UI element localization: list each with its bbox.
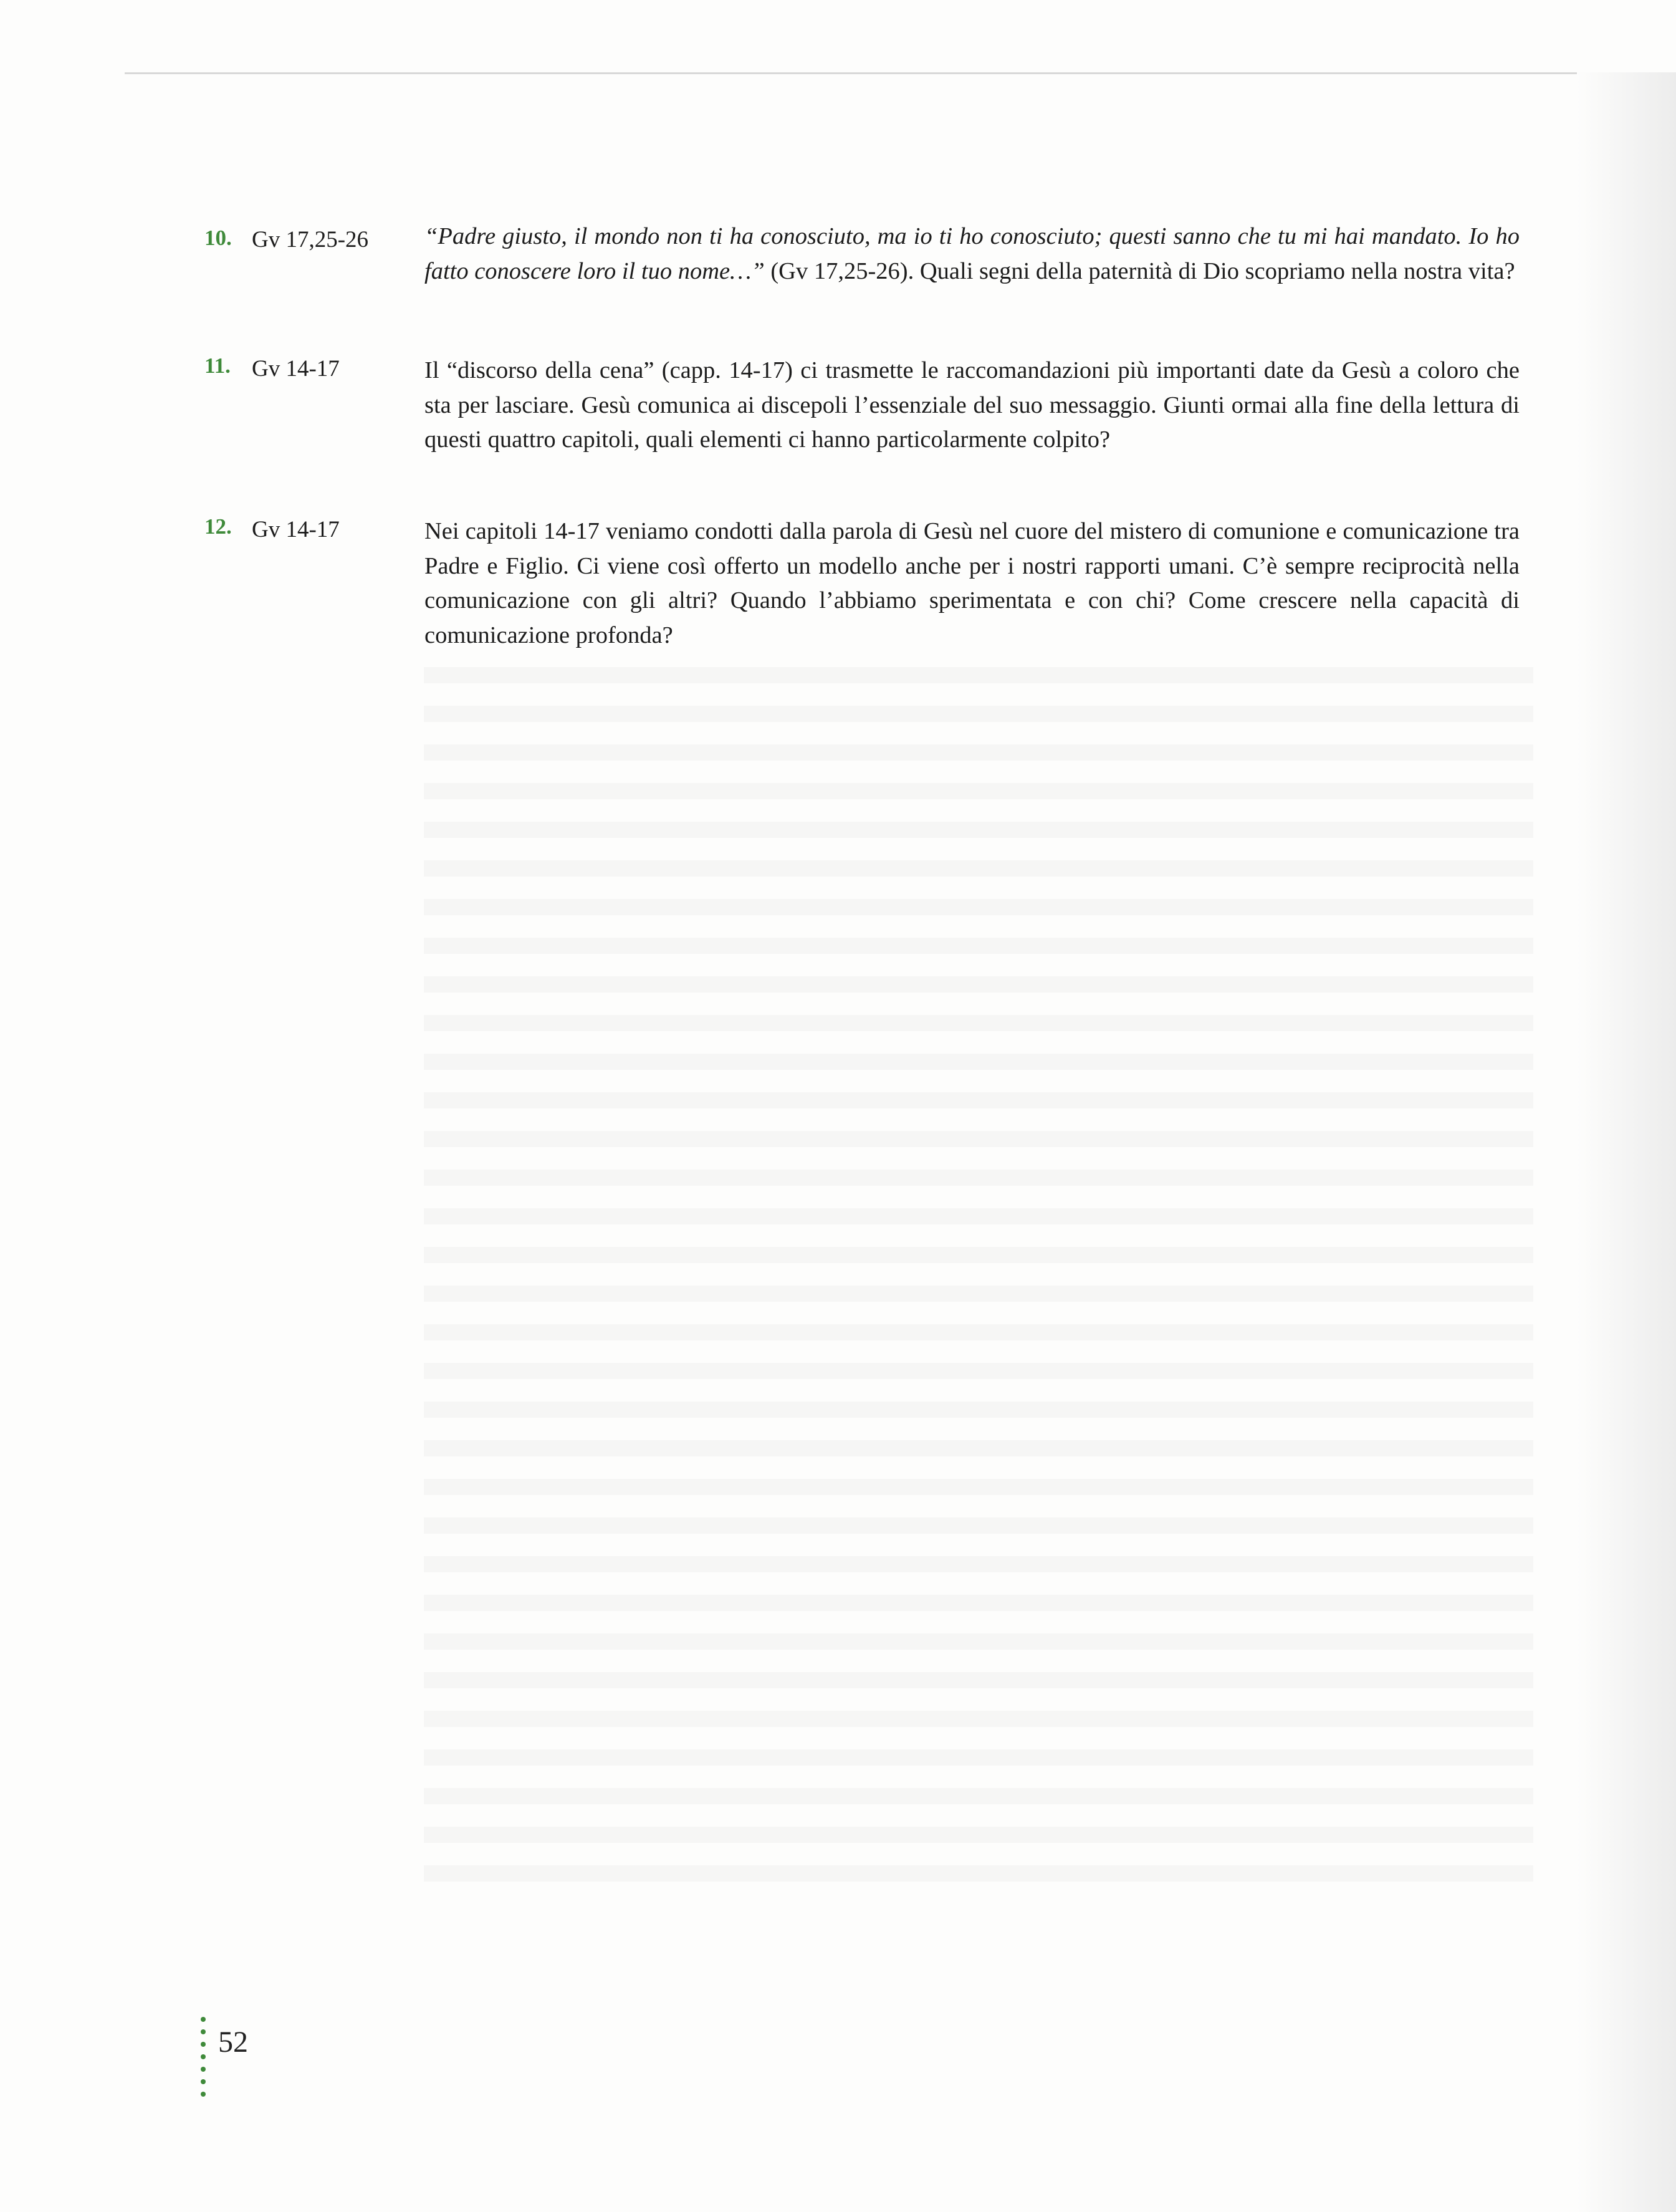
question-text — [424, 219, 1520, 289]
question-text: Il “discorso della cena” (capp. 14-17) ci trasmette le raccomandazioni più importanti date da Gesù a coloro che sta per lasciare. Gesù comunica ai discepoli l’essenziale del suo messaggio. Giunti ormai alla fine della lettura di questi quattro capitoli, quali elementi ci hanno particolarmente colpito? — [424, 357, 1520, 453]
footer-dots — [201, 2017, 207, 2104]
footer-dot — [201, 2029, 206, 2034]
footer-dot — [201, 2042, 206, 2047]
footer-dot — [201, 2079, 206, 2084]
question-number: 12. — [204, 514, 232, 539]
sheet-shadow — [1576, 72, 1676, 2212]
page-number: 52 — [218, 2026, 248, 2059]
gospel-quote: “Padre giusto, il mondo non ti ha conosciuto, ma io ti ho conosciuto; questi sanno che tu mi hai mandato. Io ho fatto conoscere loro il tuo nome…” — [424, 223, 1520, 284]
question-number: 11. — [204, 353, 231, 378]
question-body: (Gv 17,25-26). Quali segni della paternità di Dio scopriamo nella nostra vita? — [764, 257, 1515, 284]
footer-dot — [201, 2017, 206, 2022]
bleed-through-texture — [424, 648, 1533, 1895]
question-text: Nei capitoli 14-17 veniamo condotti dalla parola di Gesù nel cuore del mistero di comunione e comunicazione tra Padre e Figlio. Ci viene così offerto un modello anche per i nostri rapporti umani. C’è sempre reciprocità nella comunicazione con gli altri? Quando l’abbiamo sperimentata e con chi? Come crescere nella capacità di comunicazione profonda? — [424, 518, 1520, 648]
gospel-reference: Gv 17,25-26 — [252, 227, 369, 252]
footer-dot — [201, 2067, 206, 2072]
footer-dot — [201, 2054, 206, 2059]
gospel-reference: Gv 14-17 — [252, 517, 340, 542]
gospel-reference: Gv 14-17 — [252, 356, 340, 382]
footer-dot — [201, 2092, 206, 2097]
question-number: 10. — [204, 226, 232, 250]
sheet-edge — [125, 72, 1577, 74]
